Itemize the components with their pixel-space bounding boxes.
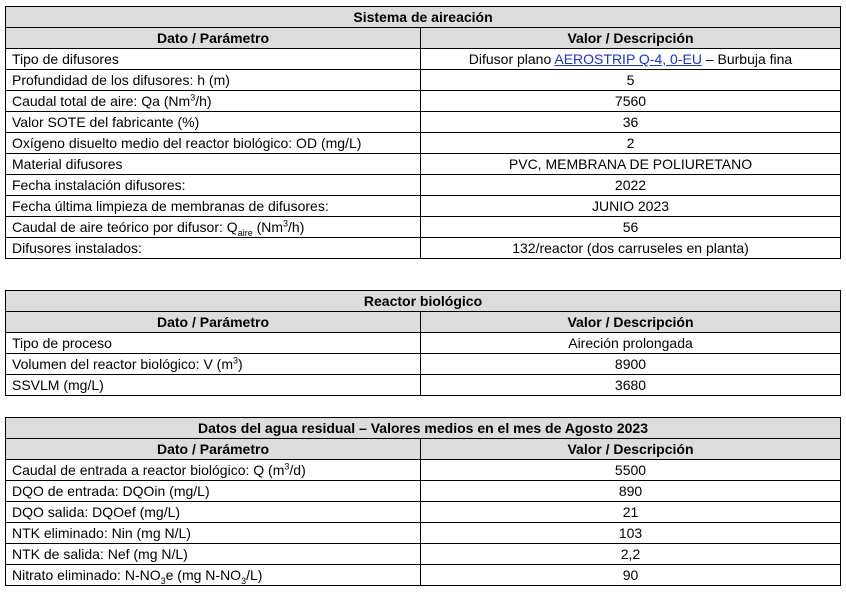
table-row [6,196,841,217]
param-cell [6,460,421,481]
table-row [6,238,841,259]
param-cell: NTK eliminado: Nin (mg N/L) [6,523,421,544]
param-cell [6,217,421,238]
param-text: Caudal de entrada a reactor biológico: Q (m [12,462,285,478]
superscript: 3 [284,461,290,472]
param-text: Nitrato eliminado: N-NO [12,567,161,583]
value-cell: 56 [421,217,841,238]
value-text: Difusor plano [468,51,555,67]
value-cell: 132/reactor (dos carruseles en planta) [421,238,841,259]
table-row [6,217,841,238]
value-text: – Burbuja fina [701,51,793,67]
subscript: 3 [160,575,166,586]
column-header-param: Dato / Parámetro [6,28,421,49]
table-row [6,49,841,70]
table-row [6,502,841,523]
column-header-param: Dato / Parámetro [6,312,421,333]
aeration-system-table [5,6,841,259]
value-cell: JUNIO 2023 [421,196,841,217]
superscript: 3 [283,218,289,229]
param-cell: Tipo de proceso [6,333,421,354]
column-header-param: Dato / Parámetro [6,439,421,460]
param-cell: SSVLM (mg/L) [6,375,421,396]
param-text: /L) [246,567,263,583]
value-cell: 2,2 [421,544,841,565]
table-row [6,70,841,91]
param-cell: Fecha última limpieza de membranas de difusores: [6,196,421,217]
subscript: aire [237,227,253,238]
table-row [6,354,841,375]
value-cell: 5 [421,70,841,91]
value-cell: 7560 [421,91,841,112]
value-cell: PVC, MEMBRANA DE POLIURETANO [421,154,841,175]
value-cell: 90 [421,565,841,586]
param-cell: Difusores instalados: [6,238,421,259]
param-cell: Fecha instalación difusores: [6,175,421,196]
param-text: (Nm [252,219,284,235]
table-row [6,523,841,544]
param-text: e (mg N-NO [165,567,242,583]
param-cell [6,91,421,112]
value-cell: 8900 [421,354,841,375]
table-title: Reactor biológico [6,291,841,312]
param-text: Volumen del reactor biológico: V (m [12,356,233,372]
table-title: Sistema de aireación [6,7,841,28]
subscript: 3 [241,575,247,586]
table-row [6,460,841,481]
param-cell: Profundidad de los difusores: h (m) [6,70,421,91]
superscript: 3 [233,355,239,366]
table-row [6,375,841,396]
param-text: /h) [195,93,212,109]
table-row [6,154,841,175]
param-cell: Tipo de difusores [6,49,421,70]
value-cell: 890 [421,481,841,502]
table-row [6,133,841,154]
value-cell: 2022 [421,175,841,196]
param-cell: NTK de salida: Nef (mg N/L) [6,544,421,565]
value-cell: Aireción prolongada [421,333,841,354]
table-row [6,333,841,354]
value-cell [421,49,841,70]
biological-reactor-table [5,290,841,396]
column-header-value: Valor / Descripción [421,439,841,460]
table-title: Datos del agua residual – Valores medios en el mes de Agosto 2023 [6,418,841,439]
param-text: ) [238,356,243,372]
param-cell: DQO salida: DQOef (mg/L) [6,502,421,523]
value-cell: 5500 [421,460,841,481]
table-row [6,91,841,112]
value-cell: 103 [421,523,841,544]
table-row [6,481,841,502]
param-cell [6,354,421,375]
param-cell: DQO de entrada: DQOin (mg/L) [6,481,421,502]
value-cell: 3680 [421,375,841,396]
wastewater-data-table [5,417,841,586]
param-text: /d) [289,462,306,478]
param-cell: Valor SOTE del fabricante (%) [6,112,421,133]
value-cell: 36 [421,112,841,133]
param-cell [6,565,421,586]
aerostrip-link[interactable]: AEROSTRIP Q-4, 0-EU [554,51,702,67]
param-cell: Oxígeno disuelto medio del reactor biológico: OD (mg/L) [6,133,421,154]
param-text: Caudal total de aire: Qa (Nm [12,93,191,109]
table-row [6,544,841,565]
value-cell: 21 [421,502,841,523]
table-row [6,565,841,586]
param-text: Caudal de aire teórico por difusor: Q [12,219,238,235]
param-text: /h) [288,219,305,235]
superscript: 3 [190,92,196,103]
value-cell: 2 [421,133,841,154]
table-row [6,112,841,133]
column-header-value: Valor / Descripción [421,28,841,49]
param-cell: Material difusores [6,154,421,175]
table-row [6,175,841,196]
column-header-value: Valor / Descripción [421,312,841,333]
